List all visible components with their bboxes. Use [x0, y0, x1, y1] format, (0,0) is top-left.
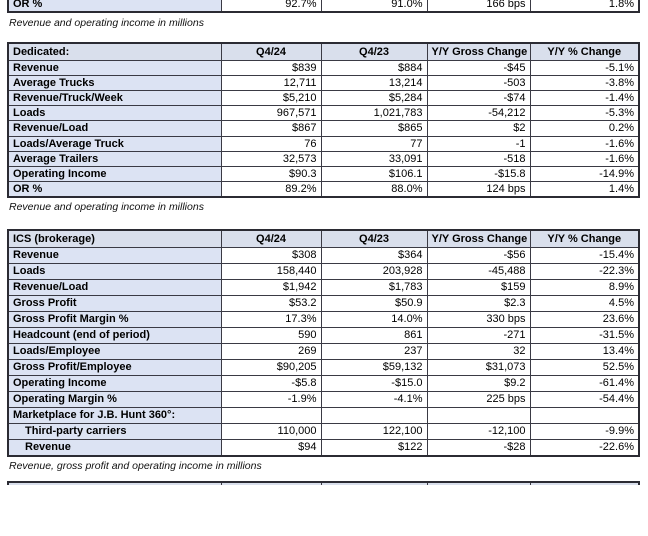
value-cell: 91.0% — [321, 0, 427, 12]
row-label: Revenue — [8, 61, 221, 76]
value-cell: -22.6% — [530, 440, 639, 456]
value-cell: 203,928 — [321, 264, 427, 280]
value-cell: $90,205 — [221, 360, 321, 376]
value-cell: -$45 — [427, 61, 530, 76]
value-cell: 33,091 — [321, 151, 427, 166]
value-cell: $1,942 — [221, 280, 321, 296]
value-cell: 77 — [321, 136, 427, 151]
dedicated-table — [7, 42, 640, 198]
value-cell: -4.1% — [321, 392, 427, 408]
value-cell: 124 bps — [427, 181, 530, 197]
value-cell: 14.0% — [321, 312, 427, 328]
value-cell: $31,073 — [427, 360, 530, 376]
table-row — [8, 121, 639, 136]
value-cell: -$15.0 — [321, 376, 427, 392]
value-cell: 13.4% — [530, 344, 639, 360]
value-cell: 1,021,783 — [321, 106, 427, 121]
footnote-dedicated: Revenue and operating income in millions — [9, 200, 204, 213]
value-cell: 590 — [221, 328, 321, 344]
table-row — [8, 151, 639, 166]
row-label: Operating Margin % — [8, 392, 221, 408]
value-cell: 23.6% — [530, 312, 639, 328]
table-row — [8, 106, 639, 121]
value-cell: $94 — [221, 440, 321, 456]
table-row — [8, 248, 639, 264]
value-cell: -5.3% — [530, 106, 639, 121]
table-row — [8, 360, 639, 376]
column-header-2: Y/Y Gross Change — [427, 230, 530, 248]
value-cell: 8.9% — [530, 280, 639, 296]
value-cell: -$28 — [427, 440, 530, 456]
row-label: Operating Income — [8, 166, 221, 181]
table-row — [8, 61, 639, 76]
value-cell: 92.7% — [221, 0, 321, 12]
row-label: Loads/Employee — [8, 344, 221, 360]
table-row — [8, 344, 639, 360]
table-row — [8, 280, 639, 296]
row-label: Revenue/Load — [8, 280, 221, 296]
value-cell — [530, 408, 639, 424]
footnote-top: Revenue and operating income in millions — [9, 17, 204, 29]
value-cell: 52.5% — [530, 360, 639, 376]
value-cell: 32,573 — [221, 151, 321, 166]
column-header-3: Y/Y % Change — [530, 230, 639, 248]
value-cell: 17.3% — [221, 312, 321, 328]
value-cell: -22.3% — [530, 264, 639, 280]
row-label: Gross Profit/Employee — [8, 360, 221, 376]
column-header-2: Y/Y Gross Change — [427, 43, 530, 61]
column-header-0 — [221, 482, 321, 485]
row-label: Revenue/Truck/Week — [8, 91, 221, 106]
row-label: Average Trucks — [8, 76, 221, 91]
table-row — [8, 76, 639, 91]
row-label: Headcount (end of period) — [8, 328, 221, 344]
value-cell: $865 — [321, 121, 427, 136]
row-label: OR % — [8, 181, 221, 197]
value-cell: $5,210 — [221, 91, 321, 106]
table-row — [8, 136, 639, 151]
value-cell: $2.3 — [427, 296, 530, 312]
value-cell: 330 bps — [427, 312, 530, 328]
value-cell: -5.1% — [530, 61, 639, 76]
value-cell — [321, 408, 427, 424]
value-cell: -$5.8 — [221, 376, 321, 392]
value-cell: 237 — [321, 344, 427, 360]
table-row — [8, 440, 639, 456]
value-cell: -1.4% — [530, 91, 639, 106]
row-label: Marketplace for J.B. Hunt 360°: — [8, 408, 221, 424]
table-row — [8, 296, 639, 312]
spacer — [0, 30, 648, 42]
value-cell: $2 — [427, 121, 530, 136]
table-title — [8, 482, 221, 485]
value-cell: 110,000 — [221, 424, 321, 440]
value-cell: 1.8% — [530, 0, 639, 12]
value-cell: $5,284 — [321, 91, 427, 106]
value-cell: -12,100 — [427, 424, 530, 440]
row-label: Gross Profit Margin % — [8, 312, 221, 328]
value-cell — [427, 408, 530, 424]
bottom-partial-table — [0, 481, 648, 485]
value-cell: -14.9% — [530, 166, 639, 181]
value-cell: -61.4% — [530, 376, 639, 392]
value-cell: 166 bps — [427, 0, 530, 12]
row-label: Loads — [8, 106, 221, 121]
value-cell: 967,571 — [221, 106, 321, 121]
value-cell: 158,440 — [221, 264, 321, 280]
value-cell: -9.9% — [530, 424, 639, 440]
value-cell: $1,783 — [321, 280, 427, 296]
table-row — [8, 408, 639, 424]
row-label: Revenue — [8, 248, 221, 264]
header-row — [8, 43, 639, 61]
value-cell: $122 — [321, 440, 427, 456]
table-row — [8, 0, 639, 12]
value-cell: -$74 — [427, 91, 530, 106]
table-row — [8, 392, 639, 408]
row-label: Loads/Average Truck — [8, 136, 221, 151]
row-label: Operating Income — [8, 376, 221, 392]
value-cell: 269 — [221, 344, 321, 360]
table-row — [8, 312, 639, 328]
column-header-3 — [530, 482, 639, 485]
value-cell: -518 — [427, 151, 530, 166]
value-cell: -1.6% — [530, 151, 639, 166]
value-cell: $364 — [321, 248, 427, 264]
row-label: Gross Profit — [8, 296, 221, 312]
row-label: Revenue — [8, 440, 221, 456]
value-cell: 76 — [221, 136, 321, 151]
value-cell: $839 — [221, 61, 321, 76]
value-cell: 12,711 — [221, 76, 321, 91]
row-label: Average Trailers — [8, 151, 221, 166]
value-cell: -54,212 — [427, 106, 530, 121]
value-cell — [221, 408, 321, 424]
column-header-1: Q4/23 — [321, 43, 427, 61]
value-cell: $50.9 — [321, 296, 427, 312]
table-row — [8, 424, 639, 440]
next-table-header-sliver — [7, 481, 640, 485]
value-cell: $59,132 — [321, 360, 427, 376]
value-cell: -31.5% — [530, 328, 639, 344]
ics-table — [7, 229, 640, 457]
row-label: Loads — [8, 264, 221, 280]
value-cell: -$56 — [427, 248, 530, 264]
column-header-2 — [427, 482, 530, 485]
value-cell: 861 — [321, 328, 427, 344]
value-cell: $106.1 — [321, 166, 427, 181]
column-header-3: Y/Y % Change — [530, 43, 639, 61]
row-label: Third-party carriers — [8, 424, 221, 440]
value-cell: $884 — [321, 61, 427, 76]
row-label: Revenue/Load — [8, 121, 221, 136]
value-cell: -$15.8 — [427, 166, 530, 181]
value-cell: 122,100 — [321, 424, 427, 440]
value-cell: -15.4% — [530, 248, 639, 264]
column-header-0: Q4/24 — [221, 230, 321, 248]
value-cell: -1.9% — [221, 392, 321, 408]
value-cell: $90.3 — [221, 166, 321, 181]
table-row — [8, 166, 639, 181]
value-cell: 0.2% — [530, 121, 639, 136]
footnote-ics: Revenue, gross profit and operating income in millions — [9, 459, 262, 472]
value-cell: 225 bps — [427, 392, 530, 408]
value-cell: 32 — [427, 344, 530, 360]
table-row — [8, 181, 639, 197]
column-header-0: Q4/24 — [221, 43, 321, 61]
value-cell: -1 — [427, 136, 530, 151]
value-cell: 4.5% — [530, 296, 639, 312]
value-cell: -1.6% — [530, 136, 639, 151]
table-row — [8, 91, 639, 106]
column-header-1: Q4/23 — [321, 230, 427, 248]
table-row — [8, 376, 639, 392]
value-cell: -503 — [427, 76, 530, 91]
row-label: OR % — [8, 0, 221, 12]
column-header-1 — [321, 482, 427, 485]
header-row — [8, 482, 639, 485]
table-row — [8, 264, 639, 280]
value-cell: -45,488 — [427, 264, 530, 280]
value-cell: $308 — [221, 248, 321, 264]
value-cell: 1.4% — [530, 181, 639, 197]
value-cell: 88.0% — [321, 181, 427, 197]
value-cell: 89.2% — [221, 181, 321, 197]
table-title: ICS (brokerage) — [8, 230, 221, 248]
value-cell: $53.2 — [221, 296, 321, 312]
value-cell: $159 — [427, 280, 530, 296]
top-partial-table — [0, 0, 648, 14]
value-cell: -3.8% — [530, 76, 639, 91]
table-or-row — [7, 0, 640, 13]
table-title: Dedicated: — [8, 43, 221, 61]
table-row — [8, 328, 639, 344]
value-cell: -271 — [427, 328, 530, 344]
value-cell: $867 — [221, 121, 321, 136]
spacer — [0, 214, 648, 229]
header-row — [8, 230, 639, 248]
value-cell: $9.2 — [427, 376, 530, 392]
value-cell: -54.4% — [530, 392, 639, 408]
value-cell: 13,214 — [321, 76, 427, 91]
